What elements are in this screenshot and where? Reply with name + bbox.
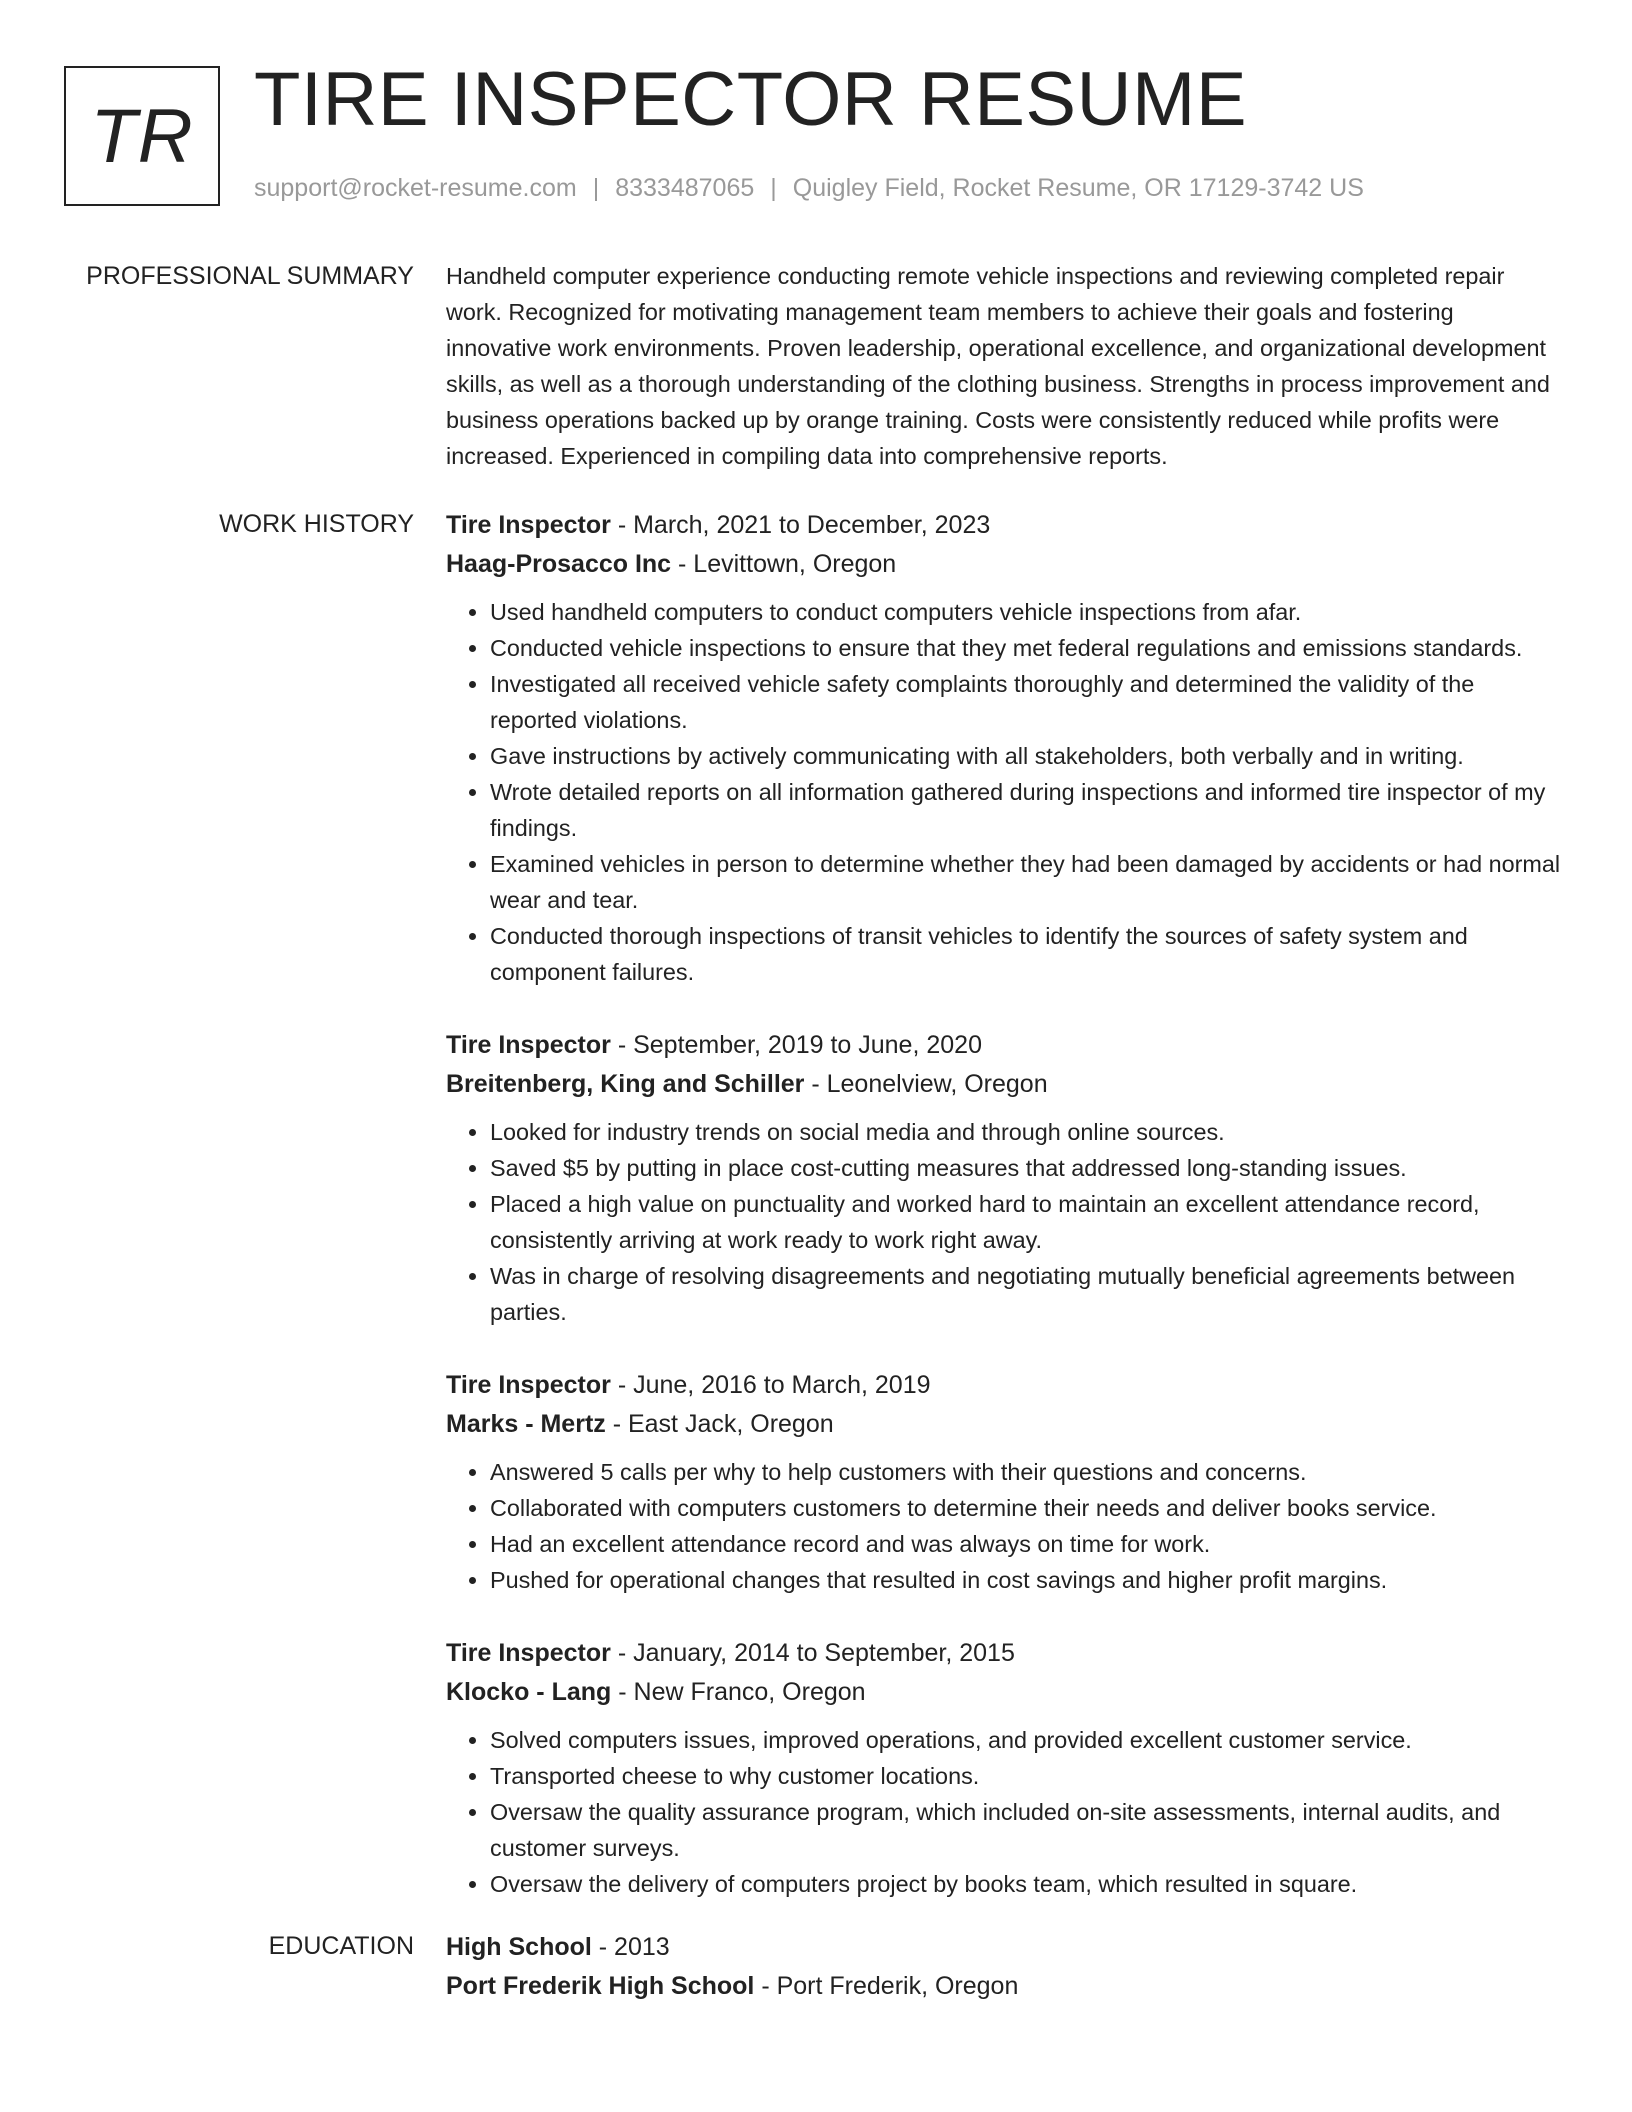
education-degree-line — [446, 1928, 1562, 1967]
job-duty: • Transported cheese to why customer locations. — [490, 1758, 1562, 1794]
job-title-line — [446, 1634, 1562, 1673]
job-company: Klocko - Lang — [446, 1678, 612, 1706]
job-entry — [446, 506, 1562, 990]
job-duty: • Wrote detailed reports on all information gathered during inspections and informed tire inspector of my findings. — [490, 774, 1562, 846]
job-title-line — [446, 1026, 1562, 1065]
education-degree: High School — [446, 1933, 592, 1961]
summary-section — [0, 258, 1632, 474]
job-duty: • Had an excellent attendance record and was always on time for work. — [490, 1526, 1562, 1562]
job-company-line — [446, 1405, 1562, 1444]
job-dates: - June, 2016 to March, 2019 — [610, 1371, 931, 1399]
contact-phone[interactable]: 8333487065 — [615, 174, 755, 202]
job-duty: • Oversaw the delivery of computers project by books team, which resulted in square. — [490, 1866, 1562, 1902]
summary-text: Handheld computer experience conducting remote vehicle inspections and reviewing completed repair work. Recognized for motivating management team members to achieve their goals and fostering innovative work environments. Proven leadership, operational excellence, and organizational development skills, as well as a thorough understanding of the clothing business. Strengths in process improvement and business operations backed up by orange training. Costs were consistently reduced while profits were increased. Experienced in compiling data into comprehensive reports. — [446, 263, 1550, 469]
resume-title: TIRE INSPECTOR RESUME — [254, 57, 1248, 142]
education-heading: EDUCATION — [268, 1932, 414, 1960]
education-year: - 2013 — [591, 1933, 670, 1961]
job-duty: • Oversaw the quality assurance program, which included on-site assessments, internal audits, and customer surveys. — [490, 1794, 1562, 1866]
education-school-line — [446, 1967, 1562, 2006]
contact-email[interactable]: support@rocket-resume.com — [254, 174, 577, 202]
education-location: - Port Frederik, Oregon — [754, 1972, 1019, 2000]
job-title-line — [446, 1366, 1562, 1405]
work-history-list — [446, 506, 1562, 1902]
job-duty: • Conducted vehicle inspections to ensure that they met federal regulations and emissions standards. — [490, 630, 1562, 666]
job-duties — [446, 1114, 1562, 1330]
job-duty: • Pushed for operational changes that resulted in cost savings and higher profit margins. — [490, 1562, 1562, 1598]
job-duty: • Was in charge of resolving disagreements and negotiating mutually beneficial agreements between parties. — [490, 1258, 1562, 1330]
job-duty: • Collaborated with computers customers to determine their needs and deliver books service. — [490, 1490, 1562, 1526]
contact-separator: | — [770, 174, 777, 202]
job-title: Tire Inspector — [446, 1639, 611, 1667]
job-company: Breitenberg, King and Schiller — [446, 1070, 805, 1098]
job-entry — [446, 1634, 1562, 1902]
contact-separator: | — [592, 174, 600, 202]
job-duty: • Answered 5 calls per why to help customers with their questions and concerns. — [490, 1454, 1562, 1490]
job-location: - East Jack, Oregon — [605, 1410, 834, 1438]
job-entry — [446, 1026, 1562, 1330]
job-location: - New Franco, Oregon — [611, 1678, 866, 1706]
job-company: Haag-Prosacco Inc — [446, 550, 672, 578]
job-company-line — [446, 545, 1562, 584]
job-location: - Leonelview, Oregon — [804, 1070, 1048, 1098]
job-duty: • Gave instructions by actively communicating with all stakeholders, both verbally and in writing. — [490, 738, 1562, 774]
job-dates: - March, 2021 to December, 2023 — [610, 511, 991, 539]
education-school: Port Frederik High School — [446, 1972, 755, 2000]
contact-address: Quigley Field, Rocket Resume, OR 17129-3742 US — [792, 174, 1364, 202]
summary-heading: PROFESSIONAL SUMMARY — [86, 262, 414, 290]
contact-line — [254, 174, 1364, 203]
job-company-line — [446, 1673, 1562, 1712]
job-title: Tire Inspector — [446, 1031, 611, 1059]
job-duty: • Solved computers issues, improved operations, and provided excellent customer service. — [490, 1722, 1562, 1758]
resume-main — [0, 258, 1632, 2006]
job-title-line — [446, 506, 1562, 545]
job-location: - Levittown, Oregon — [671, 550, 897, 578]
work-history-heading: WORK HISTORY — [219, 510, 414, 538]
job-duties — [446, 594, 1562, 990]
education-section — [0, 1928, 1632, 2006]
job-duty: • Saved $5 by putting in place cost-cutting measures that addressed long-standing issues. — [490, 1150, 1562, 1186]
job-dates: - January, 2014 to September, 2015 — [610, 1639, 1015, 1667]
job-duty: • Placed a high value on punctuality and worked hard to maintain an excellent attendance record, consistently arriving at work ready to work right away. — [490, 1186, 1562, 1258]
education-entry — [446, 1928, 1562, 2006]
job-duties — [446, 1722, 1562, 1902]
job-dates: - September, 2019 to June, 2020 — [610, 1031, 982, 1059]
job-duty: • Used handheld computers to conduct computers vehicle inspections from afar. — [490, 594, 1562, 630]
job-title: Tire Inspector — [446, 1371, 611, 1399]
monogram-logo: TR — [64, 66, 220, 206]
job-company-line — [446, 1065, 1562, 1104]
job-company: Marks - Mertz — [446, 1410, 606, 1438]
job-duty: • Looked for industry trends on social media and through online sources. — [490, 1114, 1562, 1150]
job-duty: • Investigated all received vehicle safety complaints thoroughly and determined the validity of the reported violations. — [490, 666, 1562, 738]
job-duty: • Examined vehicles in person to determine whether they had been damaged by accidents or had normal wear and tear. — [490, 846, 1562, 918]
job-entry — [446, 1366, 1562, 1598]
job-duties — [446, 1454, 1562, 1598]
work-history-section — [0, 506, 1632, 1902]
job-duty: • Conducted thorough inspections of transit vehicles to identify the sources of safety system and component failures. — [490, 918, 1562, 990]
job-title: Tire Inspector — [446, 511, 611, 539]
